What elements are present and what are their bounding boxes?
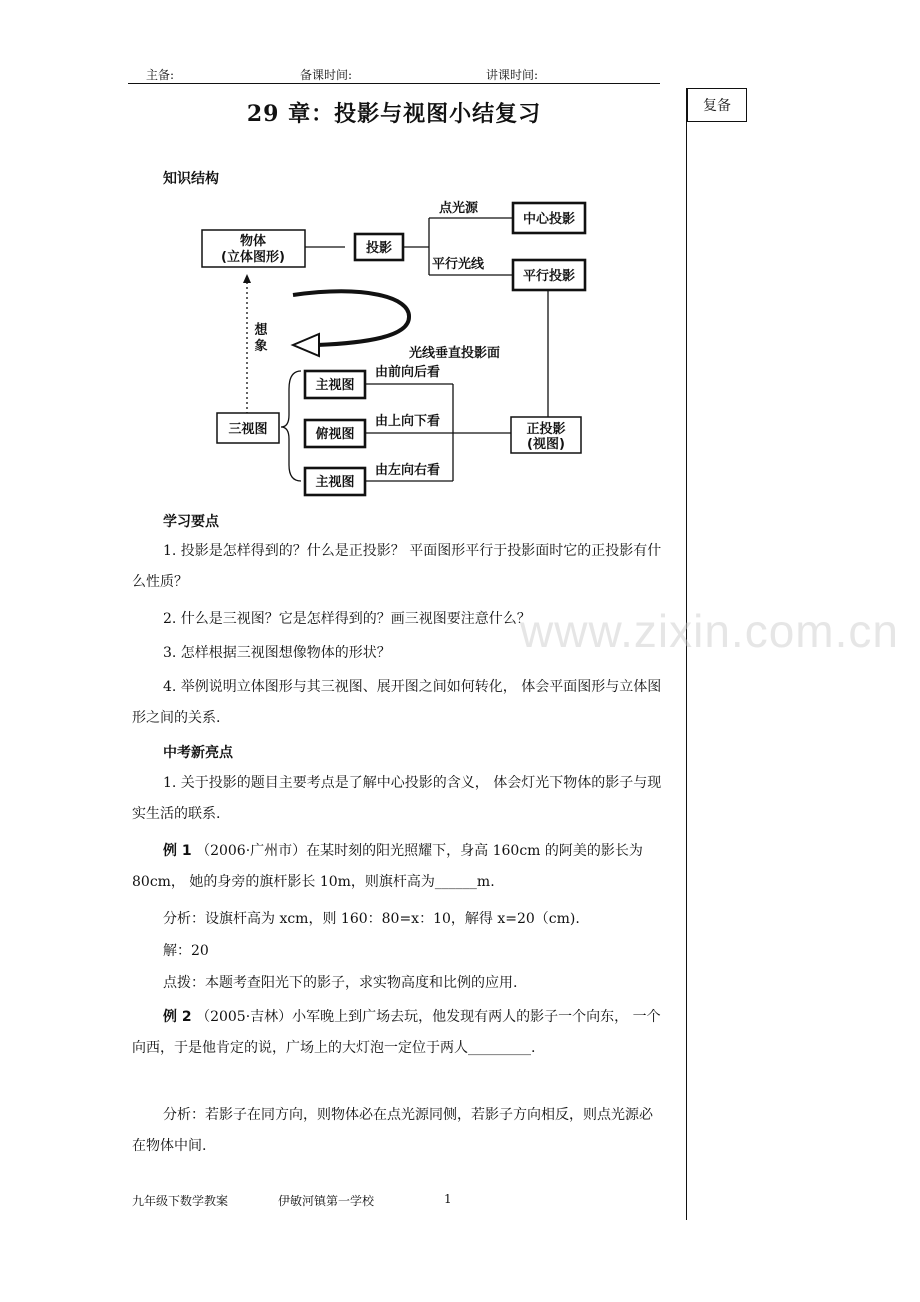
three-views-label: 三视图: [228, 422, 268, 437]
key-point-4: 4. 举例说明立体图形与其三视图、展开图之间如何转化， 体会平面图形与立体图形之间的关系.: [132, 679, 662, 726]
review-box: 复备: [687, 88, 747, 122]
object-sub-label: (立体图形): [221, 250, 285, 265]
front-to-back-label: 由前向后看: [375, 365, 441, 380]
example-1-analysis: 分析：设旗杆高为 xcm，则 160：80=x：10，解得 x=20（cm).: [163, 911, 580, 927]
left-to-right-label: 由左向右看: [375, 463, 441, 478]
footer-school: 伊敏河镇第一学校: [278, 1194, 375, 1208]
section-key-points-heading: 学习要点: [163, 514, 219, 530]
key-point-3: 3. 怎样根据三视图想像物体的形状？: [163, 645, 391, 661]
example-2-text: （2005·吉林）小军晚上到广场去玩，他发现有两人的影子一个向东， 一个向西，于是他肯定的说，广场上的大灯泡一定位于两人_________.: [132, 1009, 661, 1056]
page-title: 29 章：投影与视图小结复习: [246, 101, 542, 127]
key-point-1: 1. 投影是怎样得到的？什么是正投影？ 平面图形平行于投影面时它的正投影有什么性质？: [132, 543, 662, 590]
example-1: [132, 836, 664, 897]
orthographic-label: 正投影: [526, 422, 566, 437]
key-point-2: 2. 什么是三视图？它是怎样得到的？画三视图要注意什么？: [163, 611, 531, 627]
footer-course: 九年级下数学教案: [132, 1194, 229, 1208]
arrowhead-icon: [293, 334, 319, 356]
parallel-light-label: 平行光线: [432, 257, 485, 272]
imagine-label-2: 象: [254, 339, 268, 354]
central-projection-label: 中心投影: [522, 212, 576, 227]
perpendicular-label: 光线垂直投影面: [409, 346, 501, 361]
section-structure-heading: 知识结构: [163, 171, 219, 187]
knowledge-structure-diagram: [195, 193, 595, 503]
example-1-label: 例 1: [163, 843, 192, 859]
imagine-label-1: 想: [254, 323, 268, 338]
example-1-text: （2006·广州市）在某时刻的阳光照耀下，身高 160cm 的阿美的影长为 80cm， 她的身旁的旗杆影长 10m，则旗杆高为______m.: [132, 843, 643, 890]
example-2-analysis: 分析：若影子在同方向，则物体必在点光源同侧，若影子方向相反，则点光源必在物体中间.: [132, 1107, 653, 1154]
header-rule: [128, 83, 660, 84]
example-2: [132, 1002, 664, 1063]
page-number: 1: [444, 1192, 452, 1206]
prep-time-label: 备课时间:: [300, 68, 353, 82]
orthographic-sub-label: (视图): [527, 437, 565, 452]
example-1-tip: 点拨：本题考查阳光下的影子，求实物高度和比例的应用.: [163, 975, 518, 991]
top-to-bottom-label: 由上向下看: [375, 414, 441, 429]
section-exam-heading: 中考新亮点: [163, 745, 233, 761]
exam-paragraph-1: 1. 关于投影的题目主要考点是了解中心投影的含义， 体会灯光下物体的影子与现实生活的联系.: [132, 775, 662, 822]
point-light-label: 点光源: [439, 201, 479, 216]
example-1-answer: 解：20: [163, 943, 209, 959]
example-2-label: 例 2: [163, 1009, 192, 1025]
lead-teacher-label: 主备:: [146, 68, 175, 82]
teach-time-label: 讲课时间:: [486, 68, 539, 82]
up-arrow-icon: [243, 274, 251, 283]
watermark: www.zixin.com.cn: [520, 605, 899, 657]
front-view-label: 主视图: [315, 378, 355, 393]
projection-label: 投影: [365, 241, 393, 256]
parallel-projection-label: 平行投影: [522, 269, 576, 284]
top-view-label: 俯视图: [315, 427, 355, 442]
object-label: 物体: [239, 234, 267, 249]
side-view-label: 主视图: [315, 475, 355, 490]
